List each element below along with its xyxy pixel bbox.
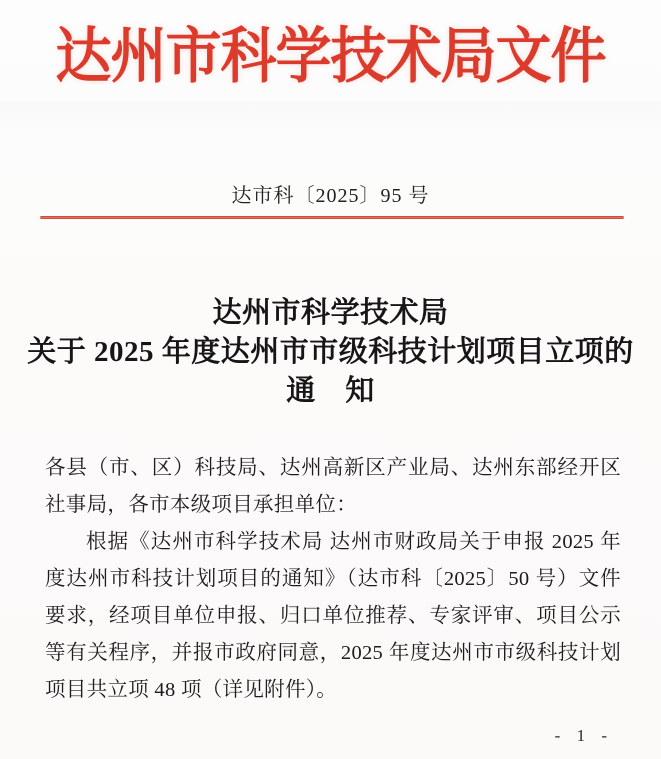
document-number: 达市科〔2025〕95 号 xyxy=(231,185,430,207)
red-divider-line xyxy=(40,216,624,219)
page-number: - 1 - xyxy=(554,726,613,745)
document-body xyxy=(45,450,621,709)
document-title xyxy=(24,294,637,411)
agency-banner: 达州市科学技术局文件 xyxy=(55,23,606,91)
salutation-paragraph: 各县（市、区）科技局、达州高新区产业局、达州东部经开区社事局，各市本级项目承担单位： xyxy=(45,457,621,516)
title-line-2: 关于 2025 年度达州市市级科技计划项目立项的 xyxy=(27,336,634,368)
title-line-3: 通 知 xyxy=(286,375,375,407)
scan-ghost-artifact xyxy=(0,102,661,132)
main-paragraph: 根据《达州市科学技术局 达州市财政局关于申报 2025 年度达州市科技计划项目的通知》（达市科〔2025〕50 号）文件要求，经项目单位申报、归口单位推荐、专家评审、项目公示等有关程序，并报市政府同意，2025 年度达州市市级科技计划项目共立项 48 项（详见附件）。 xyxy=(45,531,621,701)
title-line-1: 达州市科学技术局 xyxy=(212,297,449,329)
